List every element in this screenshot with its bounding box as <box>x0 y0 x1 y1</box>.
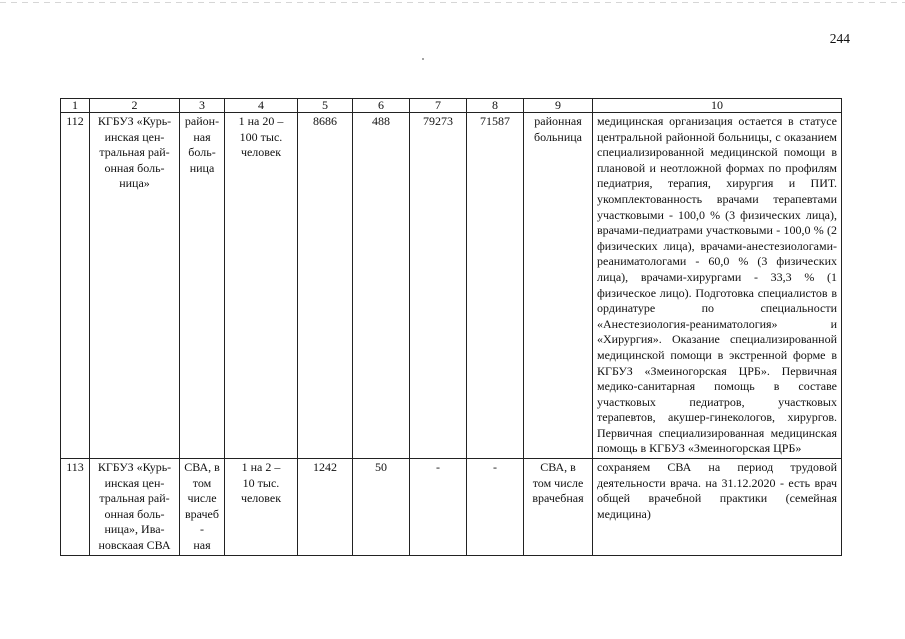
row-number-cell: 113 <box>61 459 90 556</box>
column-number: 5 <box>298 99 353 113</box>
row-number-cell: 112 <box>61 113 90 459</box>
column-number: 1 <box>61 99 90 113</box>
column-number-row <box>61 99 842 113</box>
column-number: 6 <box>353 99 410 113</box>
value-cell-5: 8686 <box>298 113 353 459</box>
page-number: 244 <box>829 31 850 46</box>
value-cell-8: - <box>467 459 524 556</box>
table-row <box>61 459 842 556</box>
column-number: 2 <box>90 99 180 113</box>
column-number: 10 <box>593 99 842 113</box>
column-number: 7 <box>410 99 467 113</box>
value-cell-6: 488 <box>353 113 410 459</box>
column-number: 4 <box>225 99 298 113</box>
planned-status-cell: районная больница <box>524 113 593 459</box>
organization-cell: КГБУЗ «Курь- инская цен- тральная рай- онная боль- ница» <box>90 113 180 459</box>
facility-type-cell: район- ная боль- ница <box>180 113 225 459</box>
organization-cell: КГБУЗ «Курь- инская цен- тральная рай- онная боль- ница», Ива- новскаая СВА <box>90 459 180 556</box>
value-cell-5: 1242 <box>298 459 353 556</box>
scan-edge-artifact <box>0 2 905 3</box>
planned-status-cell: СВА, в том числе врачебная <box>524 459 593 556</box>
column-number: 3 <box>180 99 225 113</box>
value-cell-6: 50 <box>353 459 410 556</box>
value-cell-7: 79273 <box>410 113 467 459</box>
table-row <box>61 113 842 459</box>
value-cell-8: 71587 <box>467 113 524 459</box>
column-number: 8 <box>467 99 524 113</box>
comment-cell: медицинская организация остается в статусе центральной районной больницы, с оказанием специализированной медицинской помощи в плановой и неотложной формах по профилям педиатрия, терапия, хирургия и ПИТ. укомплектованность врачами терапевтами участковыми - 100,0 % (3 физических лица), врачами-педиатрами участковыми - 100,0 % (2 физических лица), врачами-анестезиологами-реаниматологами - 60,0 % (3 физических лица), врачами-хирургами - 33,3 % (1 физическое лицо). Подготовка специалистов в ординатуре по специальности «Анестезиология-реаниматология» и «Хирургия». Оказание специализированной медицинской помощи в экстренной форме в КГБУЗ «Змеиногорская ЦРБ». Первичная медико-санитарная помощь в составе участковых педиатров, участковых терапевтов, акушер-гинекологов, хирургов. Первичная специализированная медицинская помощь в КГБУЗ «Змеиногорская ЦРБ» <box>593 113 842 459</box>
value-cell-7: - <box>410 459 467 556</box>
scan-speck <box>422 58 424 60</box>
coverage-norm-cell: 1 на 20 – 100 тыс. человек <box>225 113 298 459</box>
facility-type-cell: СВА, в том числе врачеб- ная <box>180 459 225 556</box>
column-number: 9 <box>524 99 593 113</box>
comment-cell: сохраняем СВА на период трудовой деятельности врача. на 31.12.2020 - есть врач общей врачебной практики (семейная медицина) <box>593 459 842 556</box>
hospital-network-table <box>60 98 842 556</box>
coverage-norm-cell: 1 на 2 – 10 тыс. человек <box>225 459 298 556</box>
